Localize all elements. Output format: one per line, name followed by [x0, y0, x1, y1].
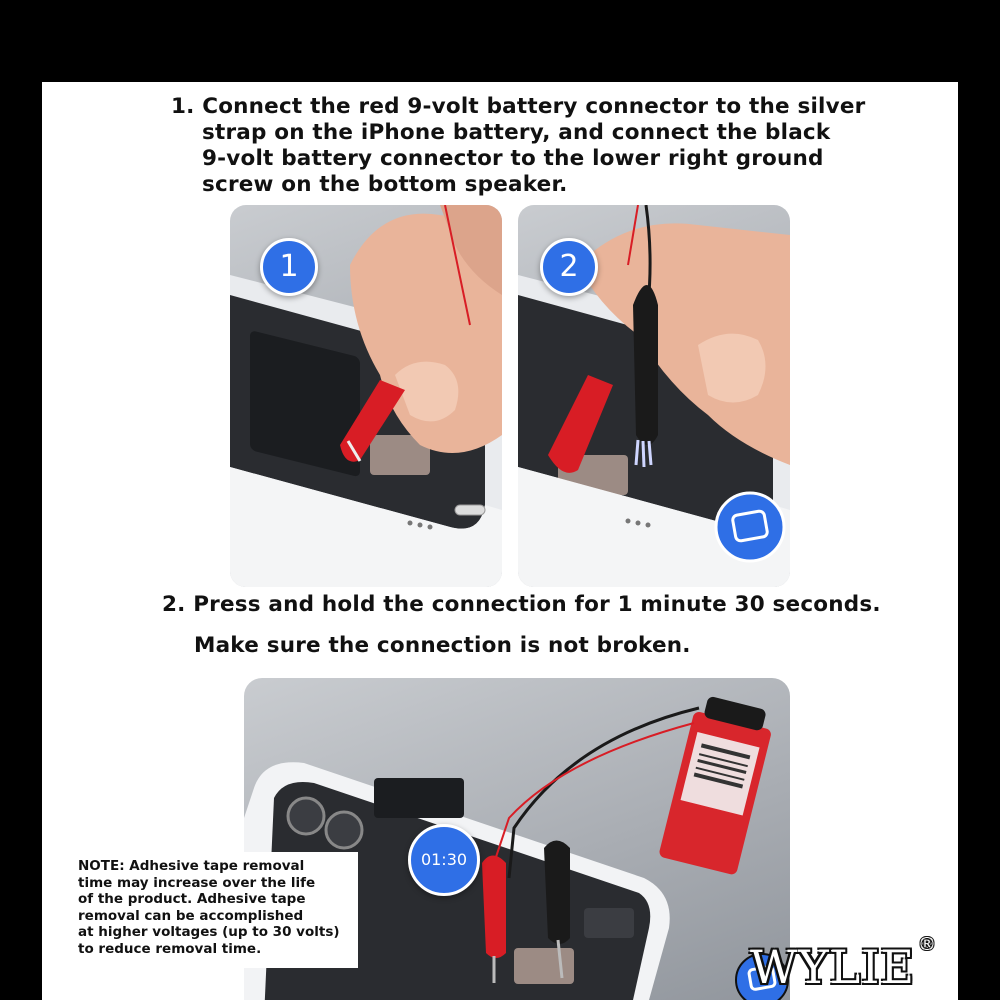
step-1-line: screw on the bottom speaker. — [202, 172, 568, 197]
step-1-line: 1. Connect the red 9-volt battery connector to the silver — [171, 94, 866, 119]
step-badge-2: 2 — [540, 238, 598, 296]
step-badge-1: 1 — [260, 238, 318, 296]
step-2-line: Make sure the connection is not broken. — [194, 633, 691, 658]
step-1-line: strap on the iPhone battery, and connect the black — [202, 120, 831, 145]
note-line: at higher voltages (up to 30 volts) — [78, 924, 340, 940]
step-1-instructions — [171, 94, 911, 198]
note-line: NOTE: Adhesive tape removal — [78, 858, 305, 874]
note-line: to reduce removal time. — [78, 940, 262, 957]
registered-mark: ® — [918, 934, 936, 955]
note-line: time may increase over the life — [78, 874, 316, 891]
instruction-sheet — [42, 82, 958, 1000]
note-line: of the product. Adhesive tape — [78, 891, 306, 907]
note-box — [70, 852, 358, 968]
step-1-line: 9-volt battery connector to the lower right ground — [202, 146, 824, 171]
note-line: removal can be accomplished — [78, 907, 304, 924]
brand-logo — [732, 930, 958, 1000]
step-2-line: 2. Press and hold the connection for 1 minute 30 seconds. — [162, 592, 881, 617]
logo-wordmark: WYLIE — [750, 940, 915, 994]
photo-black-clip-on-screw — [518, 205, 790, 587]
timer-badge: 01:30 — [408, 824, 480, 896]
step-2-instructions — [162, 592, 922, 659]
photo-red-clip-on-battery — [230, 205, 502, 587]
